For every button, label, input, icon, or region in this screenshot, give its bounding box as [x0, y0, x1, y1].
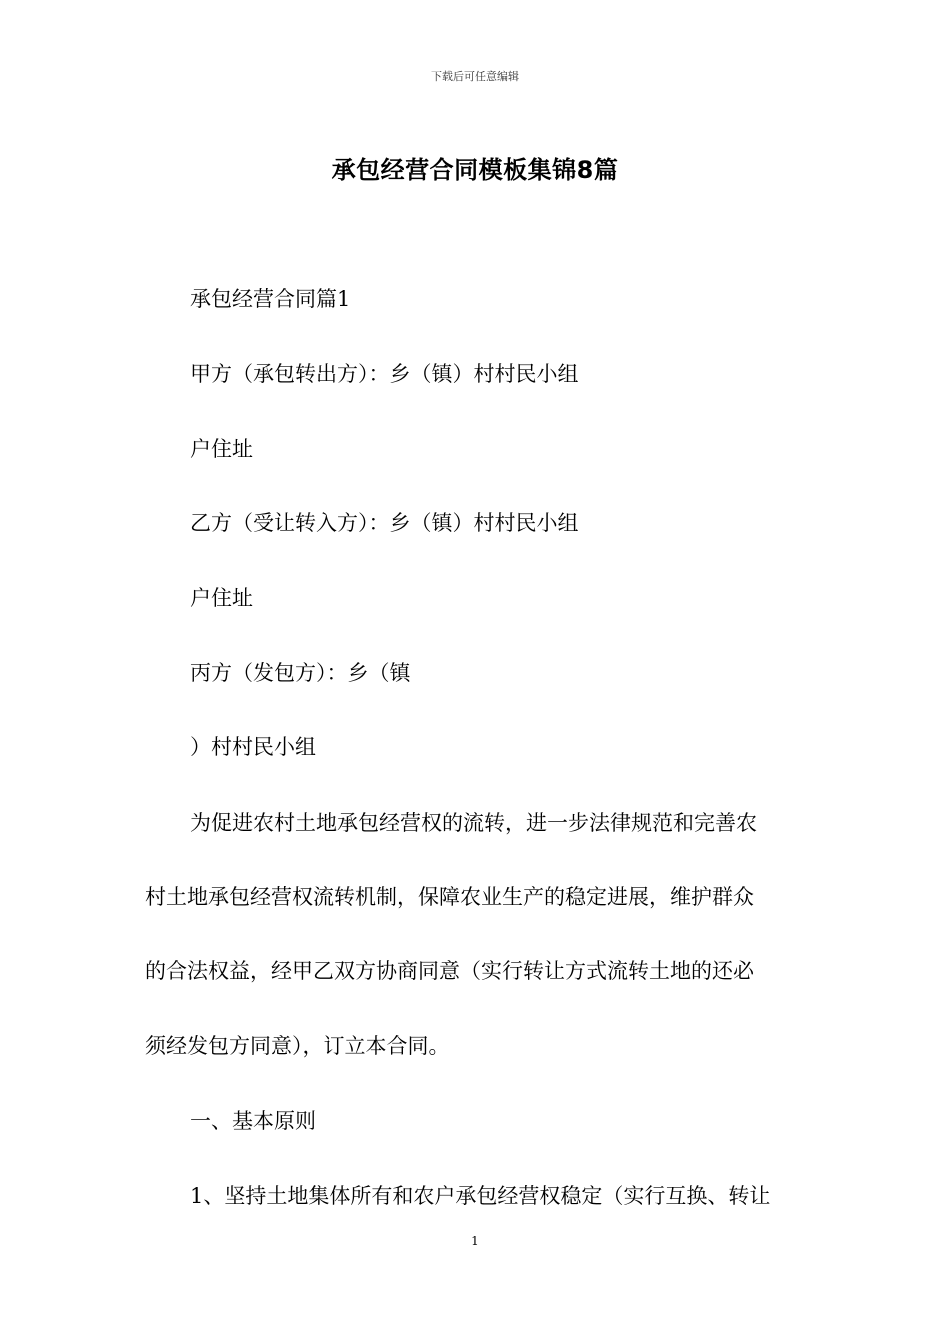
document-title: 承包经营合同模板集锦8篇 — [331, 156, 619, 184]
section-heading: 承包经营合同篇1 — [190, 287, 351, 311]
body-paragraph-line: 的合法权益，经甲乙双方协商同意（实行转让方式流转土地的还必 — [145, 959, 754, 983]
clause-item: 1、坚持土地集体所有和农户承包经营权稳定（实行互换、转让 — [190, 1184, 771, 1208]
party-b-line: 乙方（受让转入方）：乡（镇）村村民小组 — [190, 511, 579, 535]
header-note: 下载后可任意编辑 — [431, 70, 519, 83]
party-c-line: 丙方（发包方）：乡（镇 — [190, 661, 411, 685]
page-number: 1 — [471, 1234, 479, 1248]
party-a-address: 户住址 — [190, 437, 253, 461]
body-paragraph-line: 为促进农村土地承包经营权的流转，进一步法律规范和完善农 — [190, 811, 757, 835]
clause-heading: 一、基本原则 — [190, 1109, 316, 1133]
body-paragraph-line: 须经发包方同意），订立本合同。 — [145, 1034, 450, 1058]
party-a-line: 甲方（承包转出方）：乡（镇）村村民小组 — [190, 362, 579, 386]
body-paragraph-line: 村土地承包经营权流转机制，保障农业生产的稳定进展，维护群众 — [145, 885, 754, 909]
party-b-address: 户住址 — [190, 586, 253, 610]
party-c-line-continued: ）村村民小组 — [190, 735, 316, 759]
